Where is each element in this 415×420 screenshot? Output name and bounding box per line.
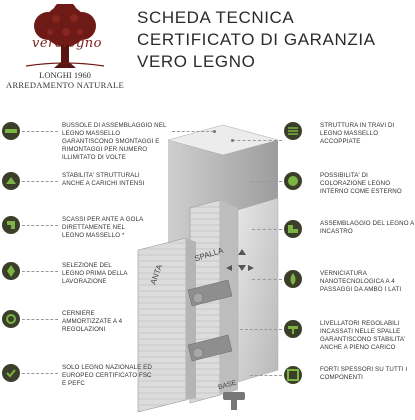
feature-left-4: SELEZIONE DEL LEGNO PRIMA DELLA LAVORAZIONE xyxy=(62,262,128,285)
brand-logo xyxy=(6,4,124,94)
hinge-icon xyxy=(2,310,20,328)
page-title-line-1: SCHEDA TECNICA xyxy=(137,8,295,27)
feature-right-6: FORTI SPESSORI SU TUTTI I COMPONENTI xyxy=(320,366,408,381)
page-title-line-2: CERTIFICATO DI GARANZIA xyxy=(137,30,376,49)
leveler-icon xyxy=(284,320,302,338)
feature-right-2: POSSIBILITA' DI COLORAZIONE LEGNO INTERNO COME ESTERNO xyxy=(320,172,402,195)
brand-tagline: ARREDAMENTO NATURALE xyxy=(6,80,124,90)
feature-left-1: BUSSOLE DI ASSEMBLAGGIO NEL LEGNO MASSELLO GARANTISCONO SMONTAGGI E RIMONTAGGI PER NUMERO ILLIMITATO DI VOLTE xyxy=(62,122,167,161)
base-label: BASE xyxy=(217,379,238,392)
certified-wood-icon xyxy=(2,364,20,382)
feature-left-2: STABILITA' STRUTTURALI ANCHE A CARICHI INTENSI xyxy=(62,172,145,187)
page-title-line-3: VERO LEGNO xyxy=(137,52,256,71)
wood-selection-icon xyxy=(2,262,20,280)
beam-structure-icon xyxy=(284,122,302,140)
feature-right-5: LIVELLATORI REGOLABILI INCASSATI NELLE SPALLE GARANTISCONO STABILITA' ANCHE A PIENO CARICO xyxy=(320,320,406,351)
feature-left-6: SOLO LEGNO NAZIONALE ED EUROPEO CERTIFICATO FSC E PEFC xyxy=(62,364,152,387)
door-section-illustration xyxy=(128,120,298,412)
feature-right-1: STRUTTURA IN TRAVI DI LEGNO MASSELLO ACCOPPIATE xyxy=(320,122,395,145)
joint-icon xyxy=(284,220,302,238)
feature-left-5: CERNIERE AMMORTIZZATE A 4 REGOLAZIONI xyxy=(62,310,123,333)
stability-icon xyxy=(2,172,20,190)
anta-label: ANTA xyxy=(148,263,165,286)
feature-right-3: ASSEMBLAGGIO DEL LEGNO A INCASTRO xyxy=(320,220,414,235)
varnish-icon xyxy=(284,270,302,288)
groove-icon xyxy=(2,216,20,234)
brand-tagline-year: LONGHI 1960 xyxy=(39,70,91,80)
thickness-icon xyxy=(284,366,302,384)
brand-name: verolegno xyxy=(32,36,102,51)
feature-left-3: SCASSI PER ANTE A GOLA DIRETTAMENTE NEL LEGNO MASSELLO * xyxy=(62,216,143,239)
coloring-icon xyxy=(284,172,302,190)
feature-right-4: VERNICIATURA NANOTECNOLOGICA A 4 PASSAGGI DA AMBO I LATI xyxy=(320,270,402,293)
dowel-icon xyxy=(2,122,20,140)
spalla-label: SPALLA xyxy=(193,245,225,264)
